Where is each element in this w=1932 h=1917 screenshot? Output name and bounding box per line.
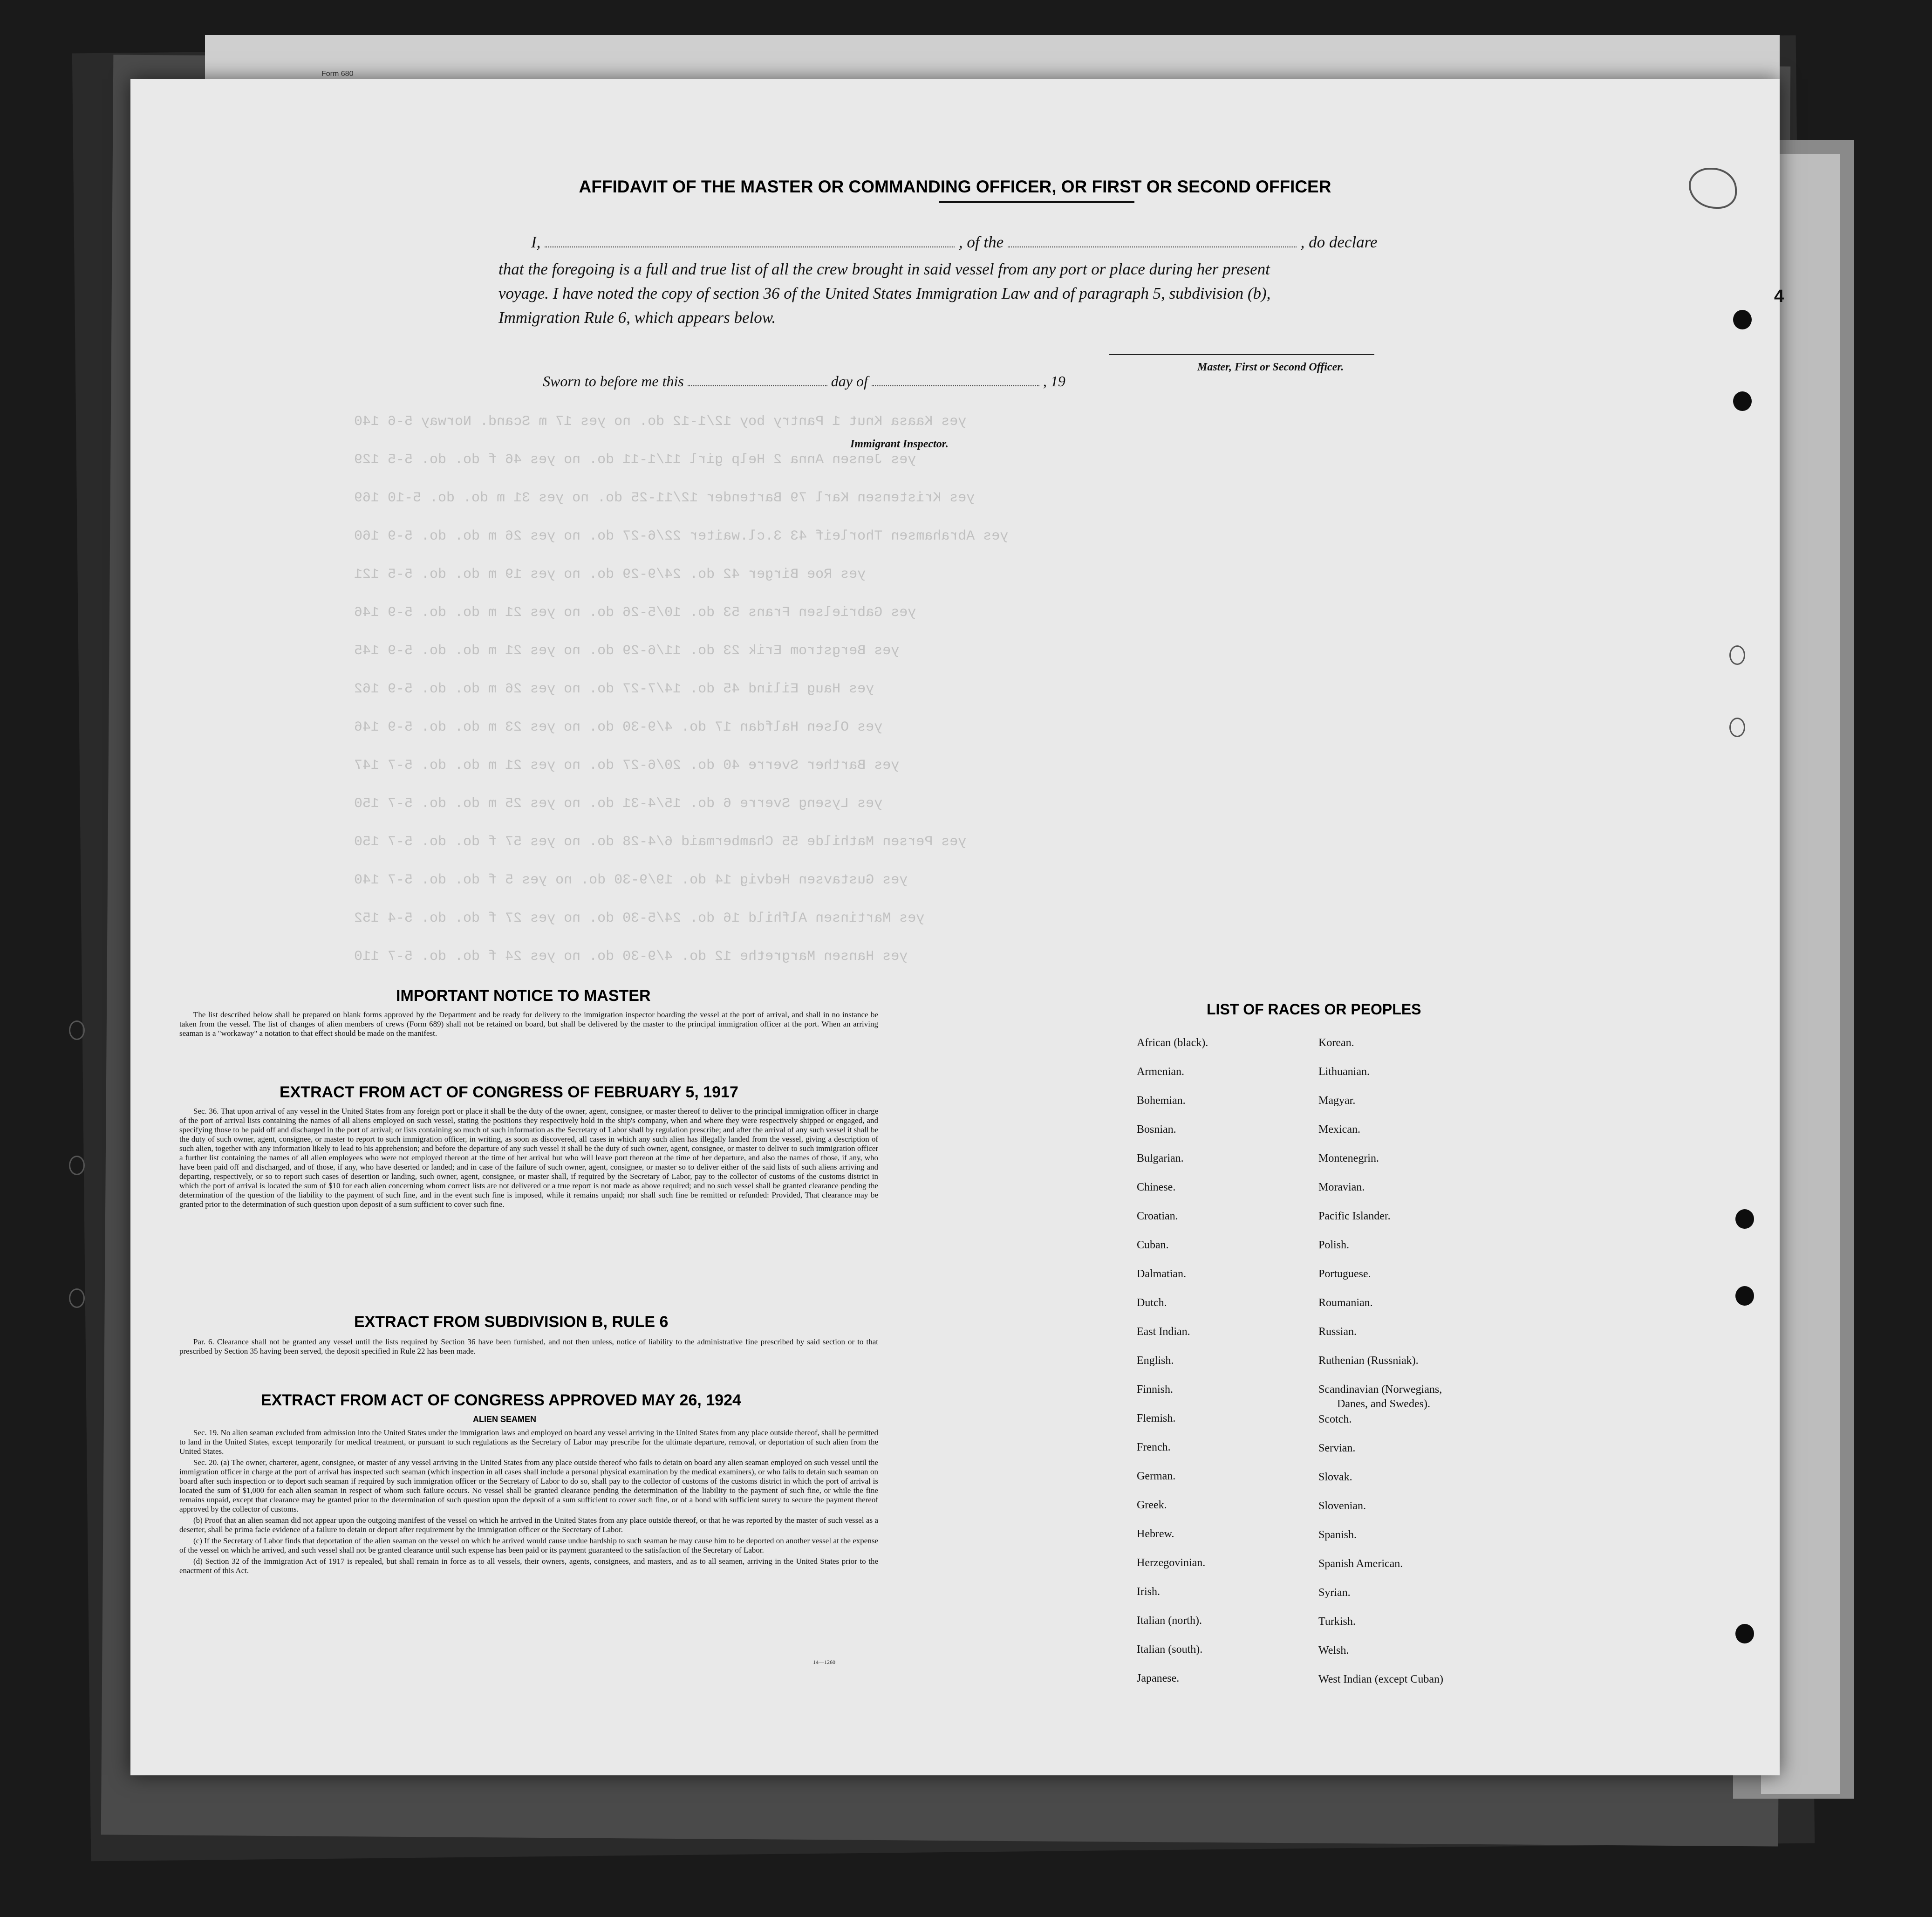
ghost-row: yes Martinsen Alfhild 16 do. 24/5-30 do. no yes 27 f do. do. 5-4 152 [354,911,925,926]
ghost-row: yes Abrahamsen Thorleif 43 3.cl.waiter 22/6-27 do. no yes 26 m do. do. 5-9 160 [354,528,1009,544]
race-item: Japanese. [1137,1672,1180,1684]
race-item: Turkish. [1318,1616,1356,1628]
notice-title: IMPORTANT NOTICE TO MASTER [396,987,651,1005]
race-item: Herzegovinian. [1137,1557,1206,1569]
signature-label: Master, First or Second Officer. [1197,361,1344,373]
race-item: Armenian. [1137,1066,1184,1078]
race-item: Roumanian. [1318,1297,1373,1309]
notice-paragraph: The list described below shall be prepared on blank forms approved by the Department and be ready for delivery to the immigration inspector boarding the vessel at the port of arrival, and shall in no instance be taken from the vessel. The list of changes of alien members of crews (Form 689) shall not be retained on board, but shall be delivered by the master to the principal immigration officer at the port. When an arriving seaman is a "workaway" a notation to that effect should be made on the manifest. [179,1010,878,1038]
manifest-page [130,79,1780,1775]
punch-ring-icon [1729,645,1745,665]
race-item: German. [1137,1470,1176,1482]
affidavit-line-1 [531,233,1378,252]
affidavit-line-2: that the foregoing is a full and true list of all the crew brought in said vessel from any port or place during her present [498,260,1270,278]
race-item: Lithuanian. [1318,1066,1370,1078]
pencil-scribble-icon [1689,168,1737,209]
act-1917-paragraph: Sec. 36. That upon arrival of any vessel in the United States from any foreign port or place it shall be the duty of the owner, agent, consignee, or master thereof to deliver to the principal immigration officer in charge of the port of arrival lists containing the names of all aliens employed on such vessel, stating the positions they respectively hold in the ship's company, when and where they were respectively shipped or engaged, and specifying those to be paid off and discharged in the port of arrival; or lists containing so much of such information as the Secretary of Labor shall by regulation prescribe; and after the arrival of any such vessel it shall be the duty of such owner, agent, consignee, or master to report to such immigration officer, in writing, as soon as discovered, all cases in which any such alien has illegally landed from the vessel, giving a description of such alien, together with any information likely to lead to his apprehension; and before the departure of any such vessel it shall be the duty of such owner, agent, consignee, or master to deliver to such immigration officer a further list containing the names of all alien employees who were not employed thereon at the time of her arrival but who will leave port thereon at the time of her departure, and also the names of those, if any, who have been paid off and discharged, and of those, if any, who have deserted or landed; and in case of the failure of such owner, agent, consignee, or master so to deliver either of the said lists of such aliens arriving and departing, respectively, or so to report such cases of desertion or landing, such owner, agent, consignee, or master shall, if required by the Secretary of Labor, pay to the collector of customs of the customs district in which the port of arrival is located the sum of $10 for each alien concerning whom correct lists are not delivered or a true report is not made as above required; and no such vessel shall be granted clearance pending the determination of the question of the liability to the payment of such fine, and in the event such fine is imposed, while it remains unpaid; nor shall such fine be remitted or refunded: Provided, That clearance may be granted prior to the determination of such question upon deposit of a sum sufficient to cover such fine. [179,1107,878,1209]
race-item: West Indian (except Cuban) [1318,1673,1443,1685]
race-item: Montenegrin. [1318,1152,1379,1164]
punch-ring-icon [69,1020,85,1040]
declarant-name-field[interactable] [545,246,955,247]
race-item: English. [1137,1355,1174,1367]
affidavit-line-3: voyage. I have noted the copy of section 36 of the United States Immigration Law and of paragraph 5, subdivision (b), [498,284,1271,302]
day-of-label: day of [831,373,868,390]
declare-label: , do declare [1300,233,1378,251]
sworn-day-field[interactable] [688,385,827,386]
act-1917-title: EXTRACT FROM ACT OF CONGRESS OF FEBRUARY 5, 1917 [280,1083,738,1101]
rule-6-text [179,1337,878,1358]
act-1917-text [179,1107,878,1211]
rule-6-title: EXTRACT FROM SUBDIVISION B, RULE 6 [354,1313,669,1331]
race-item: Portuguese. [1318,1268,1371,1280]
ghost-row: yes Jensen Anna 2 Help girl 11/1-11 do. no yes 46 f do. do. 5-5 129 [354,452,916,468]
act-1924-sec20c: (c) If the Secretary of Labor finds that deportation of the alien seaman on the vessel on which he arrived would cause undue hardship to such seaman he may cause him to be deported on another vessel at the expense of the vessel on which he arrived, and such vessel shall not be granted clearance until such expense has been paid or its payment guaranteed to the satisfaction of the Secretary of Labor. [179,1536,878,1554]
ghost-row: yes Haug Eilind 45 do. 14/7-27 do. no yes 26 m do. do. 5-9 162 [354,681,874,697]
race-item: Italian (south). [1137,1643,1203,1656]
ghost-row: yes Kristensen Karl 79 Bartender 12/11-25 do. no yes 31 m do. do. 5-10 169 [354,490,975,506]
ghost-row: yes Barther Sverre 40 do. 20/6-27 do. no yes 21 m do. do. 5-7 147 [354,758,900,774]
race-item: Syrian. [1318,1587,1351,1599]
declarant-label: I, [531,233,541,251]
race-item: Scotch. [1318,1413,1352,1425]
race-item: Chinese. [1137,1181,1176,1193]
sworn-month-field[interactable] [872,385,1039,386]
alien-seamen-subtitle: ALIEN SEAMEN [473,1415,537,1424]
race-item: Russian. [1318,1326,1357,1338]
vessel-label: , of the [958,233,1004,251]
notice-text [179,1010,878,1040]
act-1924-sec20b: (b) Proof that an alien seaman did not appear upon the outgoing manifest of the vessel on which he arrived in the United States from any place outside thereof, or that he was reported by the master of such vessel as a deserter, shall be prima facie evidence of a failure to detain or deport after requirement by the immigration officer or the Secretary of Labor. [179,1516,878,1534]
race-item: Flemish. [1137,1412,1176,1424]
race-item: Croatian. [1137,1210,1178,1222]
act-1924-title: EXTRACT FROM ACT OF CONGRESS APPROVED MAY 26, 1924 [261,1391,741,1409]
binder-hole-icon [1733,310,1752,329]
binder-hole-icon [1735,1209,1754,1229]
act-1924-sec20d: (d) Section 32 of the Immigration Act of 1917 is repealed, but shall remain in force as to all vessels, their owners, agents, consignees, and masters, and as to all seamen, arriving in the United States prior to the enactment of this Act. [179,1557,878,1575]
races-title: LIST OF RACES OR PEOPLES [1207,1001,1421,1018]
race-item: Slovenian. [1318,1500,1366,1512]
race-item: Cuban. [1137,1239,1169,1251]
race-item: Scandinavian (Norwegians, [1318,1383,1442,1396]
race-item: Irish. [1137,1586,1160,1598]
act-1924-sec19: Sec. 19. No alien seaman excluded from admission into the United States under the immigration laws and employed on board any vessel arriving in the United States from any place outside thereof, shall be permitted to land in the United States, except temporarily for medical treatment, or pursuant to such regulations as the Secretary of Labor may prescribe for the ultimate departure, removal, or deportation of such alien from the United States. [179,1428,878,1456]
race-item: Danes, and Swedes). [1337,1398,1430,1410]
race-item: Bosnian. [1137,1123,1176,1136]
sworn-line [543,373,1065,390]
ghost-row: yes Kaasa Knut 1 Pantry boy 12/1-12 do. no yes 17 m Scand. Norway 5-6 140 [354,414,967,430]
race-item: Italian (north). [1137,1615,1202,1627]
affidavit-line-4: Immigration Rule 6, which appears below. [498,308,776,327]
race-item: Servian. [1318,1442,1356,1454]
race-item: French. [1137,1441,1171,1453]
act-1924-text [179,1428,878,1577]
race-item: Finnish. [1137,1383,1174,1396]
ghost-row: yes Persen Mathilde 55 Chambermaid 6/4-28 do. no yes 57 f do. do. 5-7 150 [354,834,967,850]
ghost-row: yes Gustavsen Hedvig 14 do. 19/9-30 do. no yes 5 f do. do. 5-7 140 [354,872,908,888]
race-item: Ruthenian (Russniak). [1318,1355,1419,1367]
race-item: Dalmatian. [1137,1268,1186,1280]
ghost-row: yes Hansen Margrethe 12 do. 4/9-30 do. no yes 24 f do. do. 5-7 110 [354,949,908,965]
ghost-row: yes Olsen Halfdan 17 do. 4/9-30 do. no yes 23 m do. do. 5-9 146 [354,719,883,735]
race-item: Greek. [1137,1499,1167,1511]
act-1924-sec20a: Sec. 20. (a) The owner, charterer, agent, consignee, or master of any vessel arriving in the United States from any place outside thereof who fails to detain on board any alien seaman employed on such vessel until the immigration officer in charge at the port of arrival has inspected such seaman (which inspection in all cases shall include a personal physical examination by the medical examiners), or who fails to detain such seaman on board after such inspection or to deport such seaman if required by such immigration officer or the Secretary of Labor to do so, shall pay to the collector of customs of the customs district in which the port of arrival is located the sum of $1,000 for each alien seaman in respect of whom such failure occurs. No vessel shall be granted clearance pending the determination of the liability to the payment of such fine, or while the fine remains unpaid, except that clearance may be granted prior to the determination of such question upon the deposit of a sum sufficient to cover such fine, or of a bond with sufficient surety to secure the payment thereof approved by the collector of customs. [179,1458,878,1513]
race-item: Bohemian. [1137,1095,1186,1107]
ghost-row: yes Roe Birger 42 do. 24/9-29 do. no yes 19 m do. do. 5-5 121 [354,567,866,582]
race-item: Spanish American. [1318,1558,1403,1570]
race-item: East Indian. [1137,1326,1190,1338]
signature-line[interactable] [1109,354,1374,355]
race-item: Bulgarian. [1137,1152,1184,1164]
race-item: Slovak. [1318,1471,1352,1483]
binder-hole-icon [1735,1286,1754,1306]
punch-ring-icon [69,1156,85,1175]
margin-page-mark: 4 [1774,287,1784,306]
ghost-row: yes Lyseng Sverre 6 do. 15/4-31 do. no yes 25 m do. do. 5-7 150 [354,796,883,812]
form-number: Form 680 [321,70,354,78]
race-item: Moravian. [1318,1181,1365,1193]
race-item: Korean. [1318,1037,1354,1049]
punch-ring-icon [69,1288,85,1308]
vessel-name-field[interactable] [1008,246,1297,247]
print-code: 14—1260 [813,1659,835,1665]
inspector-label: Immigrant Inspector. [850,438,949,450]
affidavit-title: AFFIDAVIT OF THE MASTER OR COMMANDING OFFICER, OR FIRST OR SECOND OFFICER [579,177,1331,196]
rule-6-paragraph: Par. 6. Clearance shall not be granted any vessel until the lists required by Section 36 have been furnished, and not then unless, notice of liability to the administrative fine prescribed by said section or to that prescribed by Section 35 having been served, the deposit specified in Rule 22 has been made. [179,1337,878,1356]
race-item: Magyar. [1318,1095,1356,1107]
ghost-row: yes Gabrielsen Frans 53 do. 10/5-26 do. no yes 21 m do. do. 5-9 146 [354,605,916,621]
race-item: Hebrew. [1137,1528,1174,1540]
race-item: African (black). [1137,1037,1208,1049]
race-item: Mexican. [1318,1123,1360,1136]
punch-ring-icon [1729,718,1745,737]
binder-hole-icon [1733,391,1752,411]
race-item: Dutch. [1137,1297,1167,1309]
binder-hole-icon [1735,1624,1754,1643]
sworn-label: Sworn to before me this [543,373,684,390]
race-item: Pacific Islander. [1318,1210,1391,1222]
title-rule [939,201,1134,203]
race-item: Welsh. [1318,1644,1349,1657]
ghost-row: yes Bergstrom Erik 23 do. 11/6-29 do. no yes 21 m do. do. 5-9 145 [354,643,900,659]
race-item: Polish. [1318,1239,1350,1251]
race-item: Spanish. [1318,1529,1357,1541]
year-label: , 19 [1043,373,1065,390]
